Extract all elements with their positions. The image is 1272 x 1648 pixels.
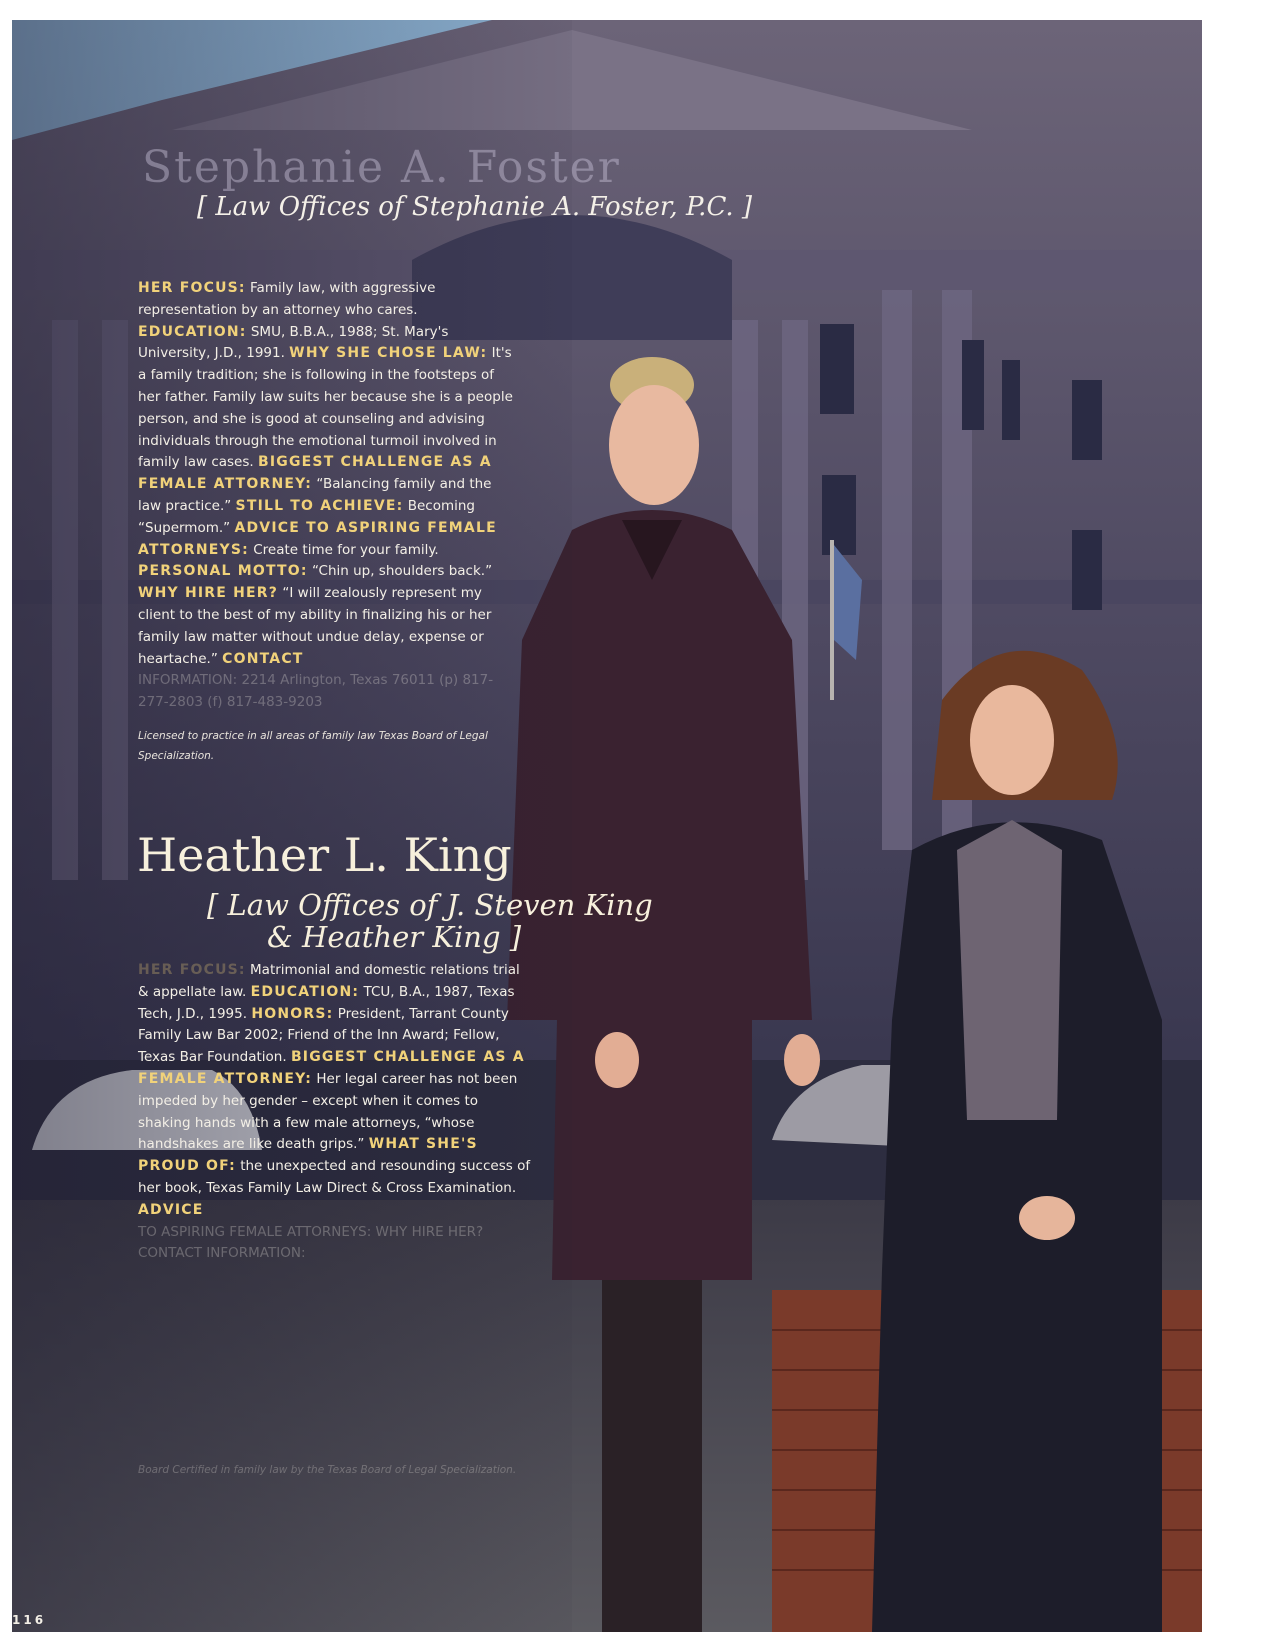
profile2-label: BIGGEST CHALLENGE AS A FEMALE ATTORNEY: bbox=[138, 1049, 525, 1087]
profile1-label: HER FOCUS: bbox=[138, 280, 246, 296]
profile1-label: PERSONAL MOTTO: bbox=[138, 563, 308, 580]
page-number: 116 bbox=[12, 1613, 47, 1627]
magazine-page bbox=[12, 20, 1202, 1632]
profile1-label: STILL TO ACHIEVE: bbox=[235, 497, 404, 514]
profile1-bio bbox=[138, 278, 513, 714]
profile1-label: WHY SHE CHOSE LAW: bbox=[289, 345, 488, 362]
profile1-text: It's a family tradition; she is following in the footsteps of her father. Family law suits her because she is a people person, and she is good at counseling and advising individuals through the emotional turmoil involved in family law cases. bbox=[138, 345, 513, 471]
profile2-label: EDUCATION: bbox=[250, 983, 360, 1000]
profile1-label: CONTACT bbox=[222, 650, 304, 667]
profile2-label: WHAT SHE'S PROUD OF: bbox=[138, 1136, 478, 1175]
profile2-focus-label: HER FOCUS: bbox=[138, 962, 246, 978]
profile2-firm-line1: [ Law Offices of J. Steven King bbox=[207, 888, 653, 922]
profile2-firm-line2: & Heather King ] bbox=[267, 920, 522, 954]
profile1-text: Family law, with aggressive representation by an attorney who cares. bbox=[138, 280, 436, 318]
profile2-text: the unexpected and resounding success of her book, Texas Family Law Direct & Cross Examination. bbox=[138, 1158, 531, 1196]
profile2-label: HONORS: bbox=[251, 1005, 334, 1022]
profile2-bio bbox=[138, 960, 533, 1265]
profile1-label: WHY HIRE HER? bbox=[138, 585, 279, 602]
profile1-contact: INFORMATION: 2214 Arlington, Texas 76011 (p) 817-277-2803 (f) 817-483-9203 bbox=[138, 672, 494, 711]
profile1-text: “Chin up, shoulders back.” bbox=[312, 563, 493, 580]
profile1-label: ADVICE TO ASPIRING FEMALE ATTORNEYS: bbox=[138, 519, 497, 558]
profile1-name: Stephanie A. Foster bbox=[142, 142, 621, 193]
profile1-text: “Balancing family and the law practice.” bbox=[138, 476, 492, 514]
profile1-note: Licensed to practice in all areas of family law Texas Board of Legal Specialization. bbox=[138, 730, 488, 762]
profile1-text: Becoming “Supermom.” bbox=[138, 497, 475, 536]
profile1-text: SMU, B.B.A., 1988; St. Mary's University, J.D., 1991. bbox=[138, 323, 449, 362]
profile2-text: Her legal career has not been impeded by her gender – except when it comes to shaking hands with a few male attorneys, “whose handshakes are like death grips.” bbox=[138, 1070, 518, 1153]
profile2-text: Matrimonial and domestic relations trial & appellate law. bbox=[138, 962, 520, 1000]
courthouse-photo bbox=[12, 20, 1202, 1632]
profile1-label: BIGGEST CHALLENGE AS A FEMALE ATTORNEY: bbox=[138, 454, 492, 493]
profile1-text: Create time for your family. bbox=[253, 541, 439, 558]
profile2-text: President, Tarrant County Family Law Bar 2002; Friend of the Inn Award; Fellow, Texas Bar Foundation. bbox=[138, 1005, 509, 1066]
profile2-name: Heather L. King bbox=[137, 828, 512, 882]
profile2-text: TCU, B.A., 1987, Texas Tech, J.D., 1995. bbox=[138, 983, 515, 1022]
profile1-firm: [ Law Offices of Stephanie A. Foster, P.C. ] bbox=[197, 192, 753, 222]
profile2-faint-text: TO ASPIRING FEMALE ATTORNEYS: WHY HIRE HER? CONTACT INFORMATION: bbox=[138, 1223, 484, 1262]
profile1-label: EDUCATION: bbox=[138, 323, 247, 340]
profile1-text: “I will zealously represent my client to the best of my ability in finalizing his or her family law matter without undue delay, expense or heartache.” bbox=[138, 585, 492, 667]
profile2-note: Board Certified in family law by the Texas Board of Legal Specialization. bbox=[138, 1464, 517, 1476]
profile2-label: ADVICE bbox=[138, 1201, 204, 1218]
